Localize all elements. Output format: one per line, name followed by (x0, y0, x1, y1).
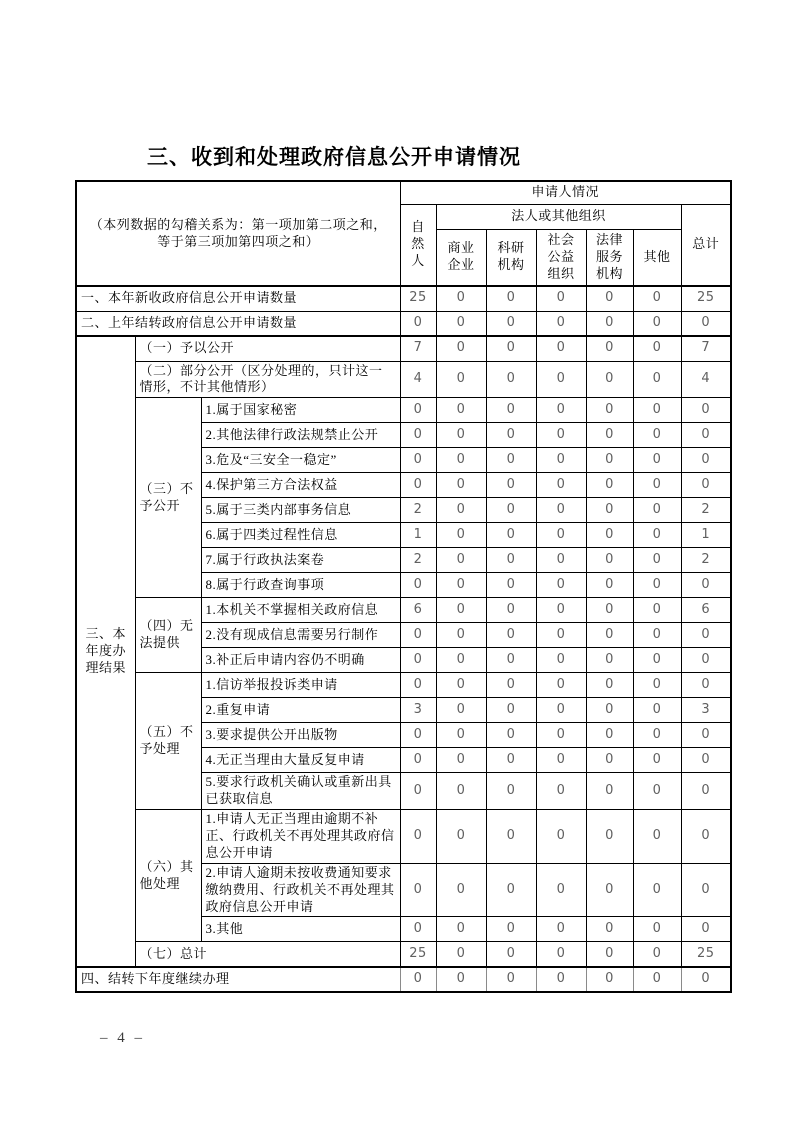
value-cell: 0 (400, 967, 436, 992)
table-row (76, 598, 731, 623)
value-cell: 0 (486, 523, 536, 548)
value-cell: 6 (681, 598, 731, 623)
value-cell: 0 (436, 673, 486, 698)
value-cell: 0 (633, 942, 681, 967)
value-cell: 0 (633, 810, 681, 864)
value-cell: 0 (486, 286, 536, 311)
row-label: 2.重复申请 (201, 698, 400, 723)
value-cell: 0 (436, 723, 486, 748)
value-cell: 0 (400, 810, 436, 864)
value-cell: 0 (633, 311, 681, 336)
value-cell: 0 (681, 398, 731, 423)
value-cell: 0 (436, 448, 486, 473)
value-cell: 0 (400, 723, 436, 748)
value-cell: 0 (436, 398, 486, 423)
value-cell: 0 (436, 548, 486, 573)
table-row (76, 673, 731, 698)
value-cell: 0 (633, 573, 681, 598)
value-cell: 0 (486, 723, 536, 748)
value-cell: 2 (400, 498, 436, 523)
table-row (76, 398, 731, 423)
value-cell: 0 (436, 810, 486, 864)
value-cell: 0 (400, 423, 436, 448)
row-label: 二、上年结转政府信息公开申请数量 (76, 311, 400, 336)
value-cell: 0 (436, 286, 486, 311)
value-cell: 0 (536, 498, 586, 523)
value-cell: 4 (400, 361, 436, 398)
value-cell: 0 (486, 748, 536, 773)
value-cell: 25 (681, 286, 731, 311)
value-cell: 0 (681, 917, 731, 942)
page-title: 三、收到和处理政府信息公开申请情况 (147, 146, 521, 169)
value-cell: 0 (681, 623, 731, 648)
value-cell: 0 (436, 523, 486, 548)
value-cell: 0 (486, 773, 536, 810)
value-cell: 0 (436, 698, 486, 723)
value-cell: 0 (586, 336, 633, 361)
value-cell: 0 (586, 423, 633, 448)
value-cell: 0 (536, 361, 586, 398)
value-cell: 0 (633, 967, 681, 992)
col-header-natural-person: 自然人 (400, 204, 436, 286)
col-header-research-institution: 科研机构 (486, 229, 536, 286)
value-cell: 0 (633, 423, 681, 448)
col-header-legal-service-org: 法律服务机构 (586, 229, 633, 286)
value-cell: 0 (586, 723, 633, 748)
table-row (76, 361, 731, 398)
value-cell: 0 (486, 311, 536, 336)
value-cell: 0 (586, 573, 633, 598)
value-cell: 0 (633, 398, 681, 423)
row-label: 2.申请人逾期未按收费通知要求缴纳费用、行政机关不再处理其政府信息公开申请 (201, 863, 400, 917)
value-cell: 0 (536, 863, 586, 917)
value-cell: 0 (633, 498, 681, 523)
value-cell: 0 (586, 917, 633, 942)
value-cell: 0 (536, 748, 586, 773)
table-row (76, 286, 731, 311)
header-row-1 (76, 181, 731, 204)
value-cell: 0 (586, 698, 633, 723)
value-cell: 0 (586, 398, 633, 423)
value-cell: 0 (536, 398, 586, 423)
value-cell: 0 (400, 311, 436, 336)
disclosure-requests-table (75, 180, 732, 993)
corner-note (76, 181, 400, 286)
value-cell: 0 (486, 498, 536, 523)
value-cell: 0 (681, 773, 731, 810)
value-cell: 1 (681, 523, 731, 548)
value-cell: 1 (400, 523, 436, 548)
value-cell: 0 (633, 336, 681, 361)
value-cell: 0 (486, 548, 536, 573)
row-label: 8.属于行政查询事项 (201, 573, 400, 598)
value-cell: 25 (681, 942, 731, 967)
group-label-not-disclosed: （三）不予公开 (135, 398, 201, 598)
value-cell: 0 (400, 623, 436, 648)
value-cell: 0 (536, 423, 586, 448)
value-cell: 0 (681, 863, 731, 917)
value-cell: 0 (486, 648, 536, 673)
value-cell: 0 (586, 967, 633, 992)
value-cell: 0 (486, 398, 536, 423)
group-label-annual-results: 三、本年度办理结果 (76, 336, 135, 967)
value-cell: 0 (486, 917, 536, 942)
value-cell: 0 (681, 473, 731, 498)
value-cell: 0 (536, 623, 586, 648)
row-label: 5.要求行政机关确认或重新出具已获取信息 (201, 773, 400, 810)
value-cell: 0 (486, 336, 536, 361)
row-label: 5.属于三类内部事务信息 (201, 498, 400, 523)
value-cell: 0 (486, 598, 536, 623)
row-label: 1.本机关不掌握相关政府信息 (201, 598, 400, 623)
value-cell: 0 (436, 573, 486, 598)
value-cell: 0 (681, 311, 731, 336)
value-cell: 0 (681, 748, 731, 773)
value-cell: 0 (536, 286, 586, 311)
value-cell: 0 (586, 523, 633, 548)
value-cell: 0 (486, 967, 536, 992)
value-cell: 0 (436, 773, 486, 810)
value-cell: 0 (633, 773, 681, 810)
row-label: （二）部分公开（区分处理的，只计这一情形，不计其他情形） (135, 361, 400, 398)
corner-note-line-1: （本列数据的勾稽关系为：第一项加第二项之和， (89, 216, 387, 232)
row-label: 1.属于国家秘密 (201, 398, 400, 423)
value-cell: 0 (681, 810, 731, 864)
table-row (76, 967, 731, 992)
value-cell: 0 (586, 673, 633, 698)
value-cell: 0 (586, 311, 633, 336)
value-cell: 0 (633, 361, 681, 398)
row-label: 3.危及“三安全一稳定” (201, 448, 400, 473)
table-row (76, 311, 731, 336)
value-cell: 0 (436, 311, 486, 336)
value-cell: 0 (436, 598, 486, 623)
value-cell: 0 (633, 286, 681, 311)
value-cell: 0 (486, 573, 536, 598)
value-cell: 0 (400, 863, 436, 917)
value-cell: 0 (400, 473, 436, 498)
value-cell: 0 (400, 398, 436, 423)
value-cell: 0 (681, 648, 731, 673)
value-cell: 0 (436, 748, 486, 773)
row-label: （一）予以公开 (135, 336, 400, 361)
value-cell: 2 (400, 548, 436, 573)
value-cell: 0 (681, 723, 731, 748)
value-cell: 0 (633, 698, 681, 723)
value-cell: 3 (681, 698, 731, 723)
value-cell: 0 (436, 863, 486, 917)
value-cell: 6 (400, 598, 436, 623)
value-cell: 0 (536, 967, 586, 992)
value-cell: 0 (536, 698, 586, 723)
value-cell: 0 (633, 723, 681, 748)
row-label: 6.属于四类过程性信息 (201, 523, 400, 548)
row-label: 3.要求提供公开出版物 (201, 723, 400, 748)
page-number: – 4 – (100, 1030, 145, 1046)
value-cell: 0 (681, 573, 731, 598)
value-cell: 0 (536, 773, 586, 810)
value-cell: 0 (586, 748, 633, 773)
value-cell: 0 (536, 942, 586, 967)
col-header-total: 总计 (681, 204, 731, 286)
value-cell: 0 (486, 473, 536, 498)
col-header-social-welfare-org: 社会公益组织 (536, 229, 586, 286)
value-cell: 0 (536, 448, 586, 473)
value-cell: 0 (436, 423, 486, 448)
value-cell: 0 (436, 361, 486, 398)
value-cell: 0 (536, 548, 586, 573)
value-cell: 0 (586, 361, 633, 398)
value-cell: 0 (486, 361, 536, 398)
value-cell: 0 (633, 648, 681, 673)
row-label: 4.保护第三方合法权益 (201, 473, 400, 498)
value-cell: 0 (633, 448, 681, 473)
value-cell: 0 (586, 473, 633, 498)
group-label-not-processed: （五）不予处理 (135, 673, 201, 810)
row-label: 2.没有现成信息需要另行制作 (201, 623, 400, 648)
value-cell: 0 (436, 623, 486, 648)
value-cell: 0 (400, 673, 436, 698)
value-cell: 0 (486, 448, 536, 473)
value-cell: 0 (536, 917, 586, 942)
value-cell: 0 (633, 548, 681, 573)
value-cell: 0 (536, 523, 586, 548)
value-cell: 2 (681, 548, 731, 573)
row-label: 3.补正后申请内容仍不明确 (201, 648, 400, 673)
value-cell: 0 (586, 623, 633, 648)
value-cell: 0 (586, 863, 633, 917)
value-cell: 0 (400, 573, 436, 598)
value-cell: 0 (400, 648, 436, 673)
col-header-other: 其他 (633, 229, 681, 286)
row-label: 1.申请人无正当理由逾期不补正、行政机关不再处理其政府信息公开申请 (201, 810, 400, 864)
value-cell: 0 (436, 473, 486, 498)
row-label: 一、本年新收政府信息公开申请数量 (76, 286, 400, 311)
value-cell: 0 (586, 448, 633, 473)
row-label: 1.信访举报投诉类申请 (201, 673, 400, 698)
value-cell: 7 (400, 336, 436, 361)
value-cell: 0 (486, 810, 536, 864)
value-cell: 0 (536, 810, 586, 864)
table-row (76, 810, 731, 864)
group-label-other-processing: （六）其他处理 (135, 810, 201, 942)
value-cell: 0 (536, 648, 586, 673)
value-cell: 0 (536, 673, 586, 698)
value-cell: 0 (586, 773, 633, 810)
row-label: 4.无正当理由大量反复申请 (201, 748, 400, 773)
value-cell: 0 (633, 748, 681, 773)
value-cell: 25 (400, 942, 436, 967)
row-label: 2.其他法律行政法规禁止公开 (201, 423, 400, 448)
value-cell: 0 (436, 967, 486, 992)
value-cell: 0 (436, 648, 486, 673)
value-cell: 0 (486, 863, 536, 917)
value-cell: 25 (400, 286, 436, 311)
value-cell: 0 (536, 598, 586, 623)
value-cell: 0 (681, 673, 731, 698)
value-cell: 0 (486, 673, 536, 698)
value-cell: 0 (536, 473, 586, 498)
value-cell: 0 (486, 942, 536, 967)
value-cell: 0 (486, 623, 536, 648)
group-label-unable-to-provide: （四）无法提供 (135, 598, 201, 673)
value-cell: 0 (586, 498, 633, 523)
value-cell: 0 (486, 423, 536, 448)
value-cell: 0 (400, 773, 436, 810)
value-cell: 3 (400, 698, 436, 723)
value-cell: 0 (633, 473, 681, 498)
value-cell: 0 (633, 673, 681, 698)
value-cell: 0 (536, 311, 586, 336)
value-cell: 0 (681, 448, 731, 473)
value-cell: 0 (633, 598, 681, 623)
value-cell: 0 (436, 942, 486, 967)
value-cell: 0 (633, 917, 681, 942)
value-cell: 0 (586, 286, 633, 311)
value-cell: 0 (681, 967, 731, 992)
table-row (76, 336, 731, 361)
col-header-legal-org: 法人或其他组织 (436, 204, 681, 229)
value-cell: 0 (400, 917, 436, 942)
value-cell: 0 (536, 723, 586, 748)
value-cell: 7 (681, 336, 731, 361)
value-cell: 0 (436, 917, 486, 942)
table-row (76, 942, 731, 967)
value-cell: 4 (681, 361, 731, 398)
value-cell: 0 (400, 748, 436, 773)
col-header-applicant-status: 申请人情况 (400, 181, 731, 204)
value-cell: 0 (586, 942, 633, 967)
row-label: 3.其他 (201, 917, 400, 942)
corner-note-line-2: 等于第三项加第四项之和） (157, 233, 320, 249)
value-cell: 0 (536, 573, 586, 598)
value-cell: 0 (586, 598, 633, 623)
value-cell: 0 (436, 498, 486, 523)
row-label: （七）总计 (135, 942, 400, 967)
row-label: 四、结转下年度继续办理 (76, 967, 400, 992)
value-cell: 0 (681, 423, 731, 448)
row-label: 7.属于行政执法案卷 (201, 548, 400, 573)
value-cell: 0 (486, 698, 536, 723)
value-cell: 0 (586, 810, 633, 864)
value-cell: 0 (586, 548, 633, 573)
value-cell: 0 (633, 623, 681, 648)
value-cell: 2 (681, 498, 731, 523)
col-header-commercial-enterprise: 商业企业 (436, 229, 486, 286)
value-cell: 0 (536, 336, 586, 361)
value-cell: 0 (436, 336, 486, 361)
value-cell: 0 (400, 448, 436, 473)
value-cell: 0 (633, 523, 681, 548)
value-cell: 0 (633, 863, 681, 917)
value-cell: 0 (586, 648, 633, 673)
